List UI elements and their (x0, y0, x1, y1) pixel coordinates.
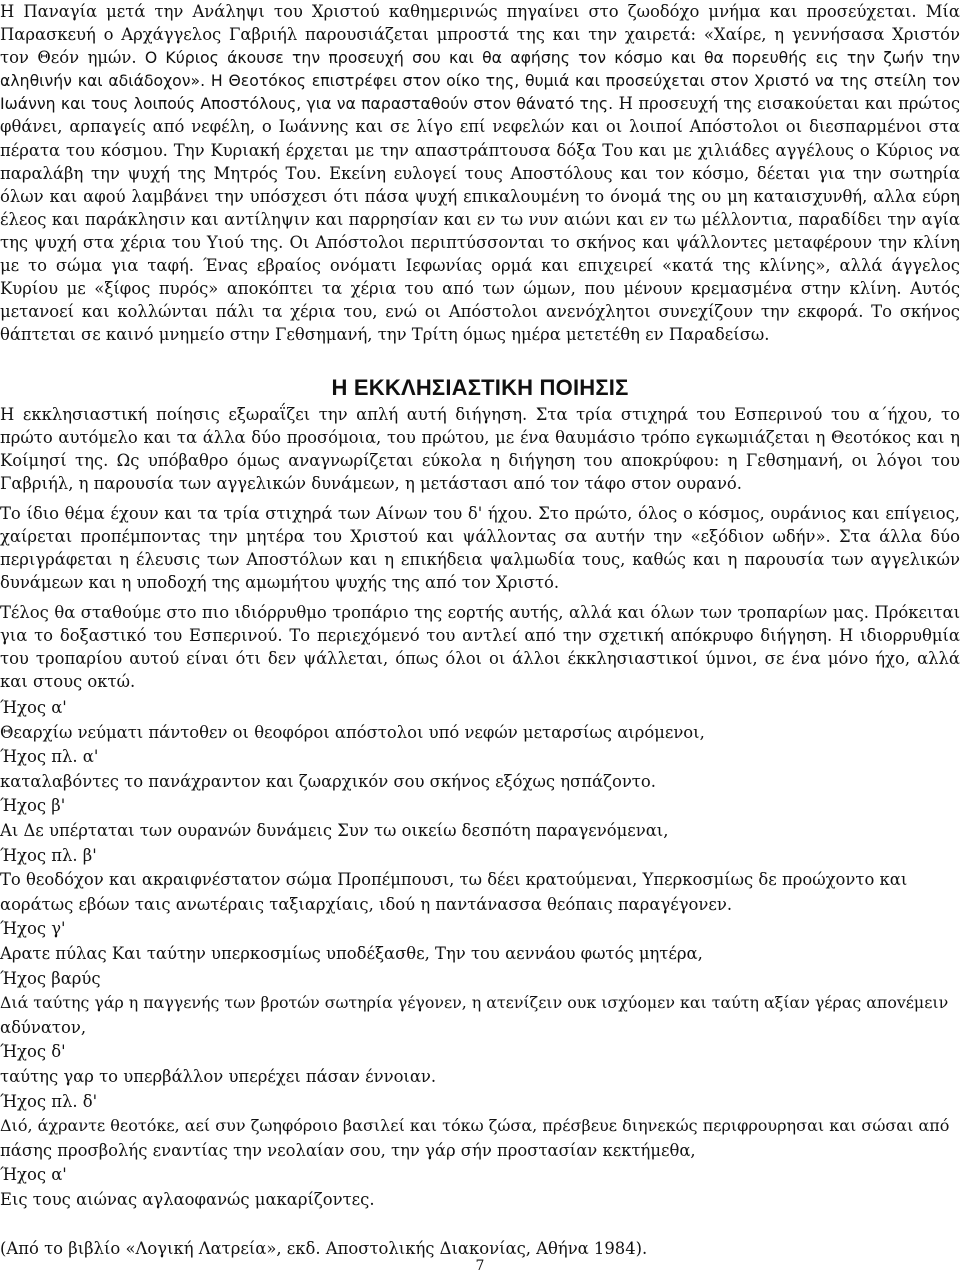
section-heading: Η ΕΚΚΛΗΣΙΑΣΤΙΚΗ ΠΟΙΗΣΙΣ (331, 375, 629, 400)
body-paragraph-2 (0, 502, 960, 594)
hymn-line: Το θεοδόχον και ακραιφνέστατον σώμα Προπέμπουσι, τω δέει κρατούμεναι, Υπερκοσμίως δε προώχοντο και (0, 870, 908, 890)
hymn-line: Θεαρχίω νεύματι πάντοθεν οι θεοφόροι απόστολοι υπό νεφών μεταρσίως αιρόμενοι, (0, 722, 705, 742)
intro-text (0, 0, 960, 346)
hymn-line: Αι Δε υπέρταται των ουρανών δυνάμεις Συν τω οικείω δεσπότη παραγενόμεναι, (0, 821, 669, 840)
hymn-line: αοράτως εβόων ταις ανωτέραις ταξιαρχίαις, ιδού η παντάνασσα θεόπαις παραγέγονεν. (0, 894, 733, 914)
page-number: 7 (475, 1258, 485, 1274)
intro-text-part-1: Η Παναγία μετά την Ανάληψι του Χριστού καθημερινώς πηγαίνει στο ζωοδόχο μνήμα και προσεύχεται. Μία Παρασκευή ο Αρχάγγελος Γαβριήλ παρουσιάζεται μπροστά της και την χαιρετά: «Χαίρε, η γεννήσασα Χριστόν τον Θεόν ημών. (0, 2, 960, 68)
hymn-line: Ήχος πλ. δ' (0, 1091, 98, 1111)
hymn-line: καταλαβόντες το πανάχραντον και ζωαρχικόν σου σκήνος εξόχως ησπάζοντο. (0, 771, 656, 791)
hymn-line: Ήχος βαρύς (0, 968, 101, 988)
paragraph-text: Τέλος θα σταθούμε στο πιο ιδιόρρυθμο τροπάριο της εορτής αυτής, αλλά και όλων των τροπαρίων μας. Πρόκειται για το δοξαστικό του Εσπερινού. Το περιεχόμενό του αντλεί από την σχετική απόκρυφο διήγηση. Η ιδιορρυθμία του τροπαρίου αυτού είναι ότι δεν ψάλλεται, όπως όλοι οι άλλοι έκκλησιαστικοί ύμνοι, σε ένα μόνο ήχο, αλλά και στους οκτώ. (0, 603, 960, 692)
hymn-line: Εις τους αιώνας αγλαοφανώς μακαρίζοντες. (0, 1190, 375, 1209)
hymn-line: Ήχος πλ. α' (0, 747, 99, 767)
body-paragraph-1 (0, 403, 960, 495)
hymn-line: Ήχος γ' (0, 919, 66, 939)
hymn-line: Ήχος πλ. β' (0, 845, 97, 865)
hymn-line: Διό, άχραντε θεοτόκε, αεί συν ζωηφόροιο βασιλεί και τόκω ζώσα, πρέσβευε διηνεκώς περιφρουρησαι και σώσαι από (0, 1116, 950, 1136)
hymn-line: Ήχος α' (0, 1165, 67, 1185)
hymn-line: Ήχος δ' (0, 1042, 66, 1062)
hymn-line: Ήχος β' (0, 796, 66, 816)
paragraph-text: Το ίδιο θέμα έχουν και τα τρία στιχηρά των Αίνων του δ' ήχου. Στο πρώτο, όλος ο κόσμος, ουράνιος και επίγειος, χαίρεται προπέμποντας την μητέρα του Χριστού και ψάλλοντας σα αυτήν την «εξόδιον ωδήν». Στα άλλα δύο περιγράφεται η έλευσις των Αποστόλων και η επικήδεια ψαλμωδία τους, καθώς και η παρουσία των αγγελικών δυνάμεων και η υποδοχή της αμωμήτου ψυχής της από τον Χριστό. (0, 504, 960, 593)
hymn-line: ταύτης γαρ το υπερβάλλον υπερέχει πάσαν έννοιαν. (0, 1067, 437, 1086)
intro-text-part-4: Η προσευχή της εισακούεται και πρώτος φθάνει, αρπαγείς από νεφέλη, ο Ιωάννης και σε λίγο επί νεφελών και οι λοιποί Απόστολοι οι διεσπαρμένοι στα πέρατα του κόσμου. Την Κυριακή έρχεται με την απαστράπτουσα δόξα Του και με χιλιάδες αγγέλους ο Κύριος να παραλάβη την ψυχή της Μητρός Του. Εκείνη ευλογεί τους Αποστόλους και τον κόσμο, δέεται για την σωτηρία όλων και αφού λαμβάνει την υπόσχεσι ότι πάσα ψυχή επικαλουμένη το όνομά της ου μη καταισχυνθή, αλλα εύρη έλεος και παράκλησιν και αντίληψιν και παρρησίαν και εν τω νυν αιώνι και εν τω μέλλοντια, παραδίδει την αγία της ψυχή στα χέρια του Υιού της. Οι Απόστολοι περιπτύσσονται το σκήνος και ψάλλοντες μεταφέρουν την κλίνη με το σώμα για ταφή. Ένας εβραίος ονόματι Ιεφωνίας ορμά και επιχειρεί «κατά της κλίνης», αλλά άγγελος Κυρίου με «ξίφος πυρός» αποκόπτει τα χέρια του από των ώμων, που μένουν κρεμασμένα στην κλίνη. Αυτός μετανοεί και κολλώνται πάλι τα χέρια του, ενώ οι Απόστολοι ανενόχλητοι συνεχίζουν την εκφορά. Το σκήνος θάπτεται σε καινό μνημείο στην Γεθσημανή, την Τρίτη όμως ημέρα μετετέθη εν Παραδείσω. (0, 94, 960, 345)
hymn-line: Ήχος α' (0, 698, 67, 717)
hymn-line: Διά ταύτης γάρ η παγγενής των βροτών σωτηρία γέγονεν, η ατενίζειν ουκ ισχύομεν και ταύτη αξίαν γέρας αποvέμειν (0, 993, 949, 1013)
intro-text-part-3: Η Θεοτόκος επιστρέφει στον οίκο της, θυμιά και προσεύχεται στον Χριστό να της στείλη τον Ιωάννη και τους λοιπούς Αποστόλους, για να παρασταθούν στον θάνατό της. (0, 71, 960, 114)
paragraph-text: Η εκκλησιαστική ποίησις εξωραΐζει την απλή αυτή διήγηση. Στα τρία στιχηρά του Εσπερινού του α΄ήχου, το πρώτο αυτόμελο και τα άλλα δύο προσόμοια, του πρώτου, με ένα θαυμάσιο τρόπο εγκωμιάζεται η Θεοτόκος και η Κοίμησί της. Ως υπόβαθρο όμως αναγνωρίζεται εύκολα η διήγηση του αποκρύφου: η Γεθσημανή, οι λόγοι του Γαβριήλ, η παρουσία των αγγελικών δυνάμεων, η μετάστασι από τον τάφο στον ουρανό. (0, 405, 960, 494)
intro-paragraph (0, 0, 960, 346)
intro-text-part-2: Ο Κύριος άκουσε την προσευχή σου και θα αφήσης τον κόσμο και θα πορευθής εις την ζωήν την αληθινήν και αδιάδοχον». (0, 48, 960, 91)
hymn-line: Αρατε πύλας Και ταύτην υπερκοσμίως υποδέξασθε, Την του αεννάου φωτός μητέρα, (0, 944, 703, 963)
hymn-line: πάσης προσβολής εναντίας την νεολαίαν σου, την γάρ σήν προστασίαν κεκτήμεθα, (0, 1140, 696, 1160)
hymn-line: (Από το βιβλίο «Λογική Λατρεία», εκδ. Αποστολικής Διακονίας, Αθήνα 1984). (0, 1239, 648, 1259)
body-paragraph-3 (0, 601, 960, 693)
hymn-line: αδύνατον, (0, 1017, 87, 1037)
